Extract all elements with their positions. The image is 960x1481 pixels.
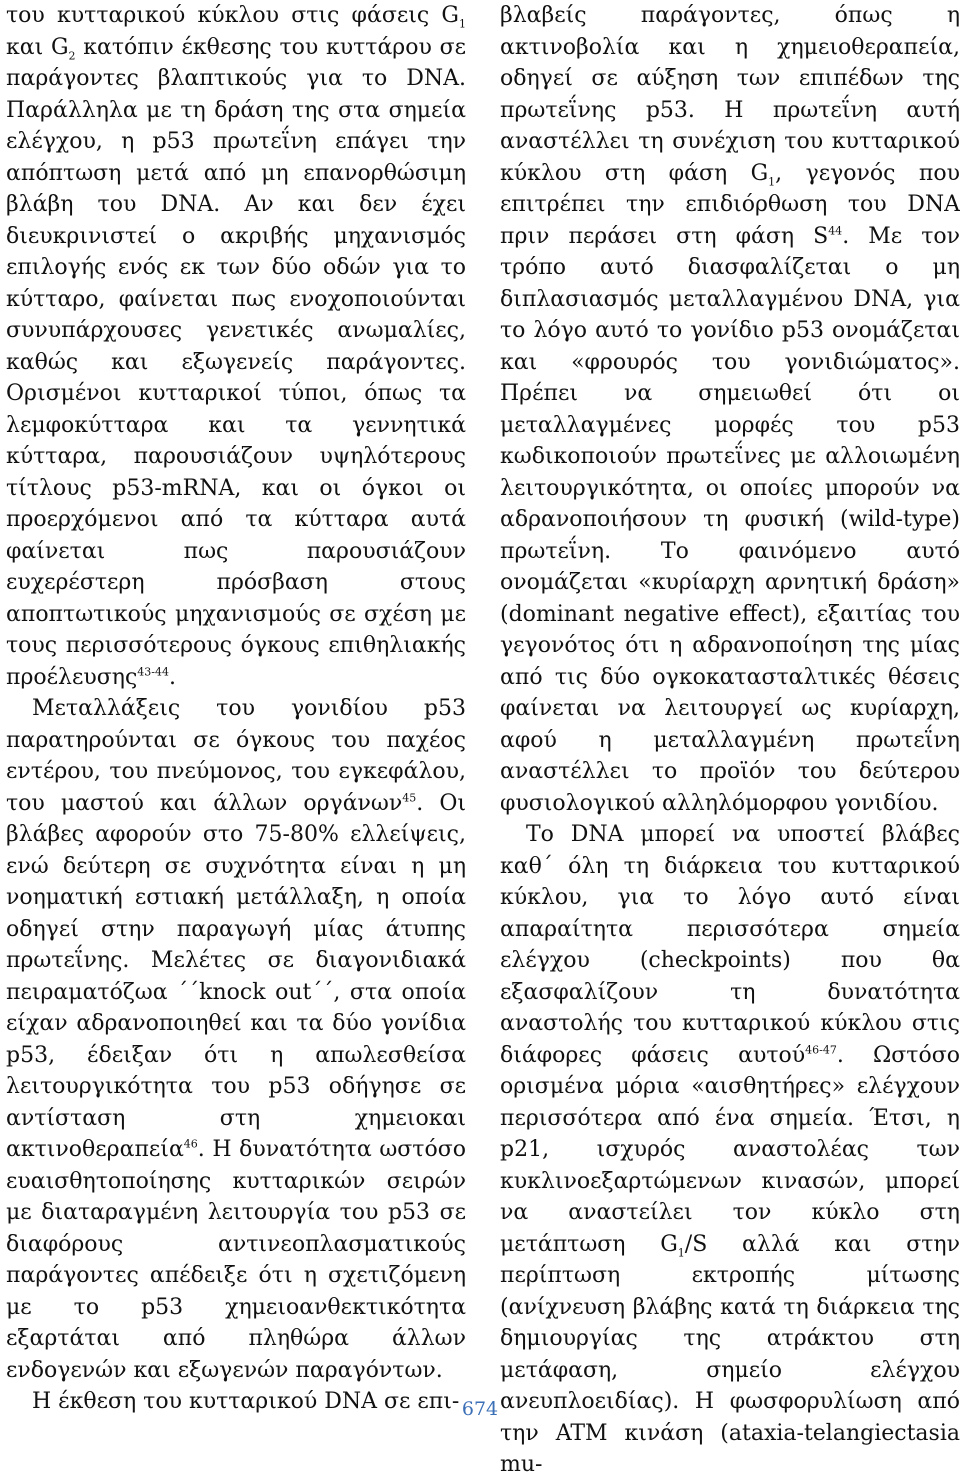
paragraph-p53-mutations <box>6 693 466 1386</box>
citation-superscript: 46 <box>183 1137 198 1151</box>
text-run: , γεγονός που επιτρέπει την επιδιόρθωση του DNA πριν περάσει στη φάση S <box>500 160 960 249</box>
citation-superscript: 44 <box>828 224 843 238</box>
citation-superscript: 43-44 <box>137 665 169 679</box>
text-run: Η έκθεση του κυτταρικού DNA σε επι- <box>32 1389 460 1414</box>
text-run: . Ωστόσο ορισμένα μόρια «αισθητήρες» ελέγχουν περισσότερα από ένα σημεία. Έτσι, η p21, ισχυρός αναστολέας των κυκλινοεξαρτώμενων κινασών, μπορεί να αναστείλει τον κύκλο στη μετάπτωση G <box>500 1042 960 1257</box>
text-run: . <box>169 664 176 690</box>
text-run: κατόπιν έκθεσης του κυττάρου σε παράγοντες βλαπτικούς για το DNA. Παράλληλα με τη δράση της στα σημεία ελέγχου, η p53 πρωτεΐνη επάγει την απόπτωση μετά από μη επανορθώσιμη βλάβη του DNA. Αν και δεν έχει διευκρινιστεί ο ακριβής μηχανισμός επιλογής ενός εκ των δύο οδών για το κύτταρο, φαίνεται πως ενοχοποιούνται συνυπάρχουσες γενετικές ανωμαλίες, καθώς και εξωγενείς παράγοντες. Ορισμένοι κυτταρικοί τύποι, όπως τα λεμφοκύτταρα και τα γεννητικά κύτταρα, παρουσιάζουν υψηλότερους τίτλους p53-mRNA, και οι όγκοι οι προερχόμενοι από τα κύτταρα αυτά φαίνεται πως παρουσιάζουν ευχερέστερη πρόσβαση στους αποπτωτικούς μηχανισμούς σε σχέση με τους περισσότερους όγκους επιθηλιακής προέλευσης <box>6 34 466 690</box>
page-number: 674 <box>461 1398 499 1420</box>
text-run: /S αλλά και στην περίπτωση εκτροπής μίτωσης (ανίχνευση βλάβης κατά τη διάρκεια της δημιουργίας της ατράκτου στη μετάφαση, σημείο ελέγχου ανευπλοειδίας). Η φωσφορυλίωση από την ATM κινάση (ataxia-telangiectasia mu- <box>500 1231 960 1477</box>
text-run: . Με τον τρόπο αυτό διασφαλίζεται ο μη διπλασιασμός μεταλλαγμένου DNA, για το λόγο αυτό το γονίδιο p53 ονομάζεται και «φρουρός του γονιδιώματος». Πρέπει να σημειωθεί ότι οι μεταλλαγμένες μορφές του p53 κωδικοποιούν πρωτεΐνες με αλλοιωμένη λειτουργικότητα, οι οποίες μπορούν να αδρανοποιήσουν τη φυσική (wild-type) πρωτεΐνη. Το φαινόμενο αυτό ονομάζεται «κυρίαρχη αρνητική δράση» (dominant negative effect), εξαιτίας του γεγονότος ότι η αδρανοποίηση της μίας από τις δύο ογκοκατασταλτικές θέσεις φαίνεται να λειτουργεί ως κυρίαρχη, αφού η μεταλλαγμένη πρωτεΐνη αναστέλλει το προϊόν του δεύτερου φυσιολογικού αλληλόμορφου γονιδίου. <box>500 223 960 816</box>
citation-superscript: 45 <box>402 791 417 805</box>
left-column <box>6 0 466 1418</box>
text-run: Μεταλλάξεις του γονιδίου p53 παρατηρούνται σε όγκους του παχέος εντέρου, του πνεύμονος, του εγκεφάλου, του μαστού και άλλων οργάνων <box>6 696 466 816</box>
subscript: 2 <box>68 48 76 62</box>
right-column <box>500 0 960 1481</box>
text-run: και G <box>6 34 69 60</box>
subscript: 1 <box>768 174 776 188</box>
paragraph-checkpoints <box>500 819 960 1481</box>
subscript: 1 <box>459 17 466 31</box>
text-run: Το DNA μπορεί να υποστεί βλάβες καθ΄ όλη τη διάρκεια του κυτταρικού κύκλου, για το λόγο αυτό είναι απαραίτητα περισσότερα σημεία ελέγχου (checkpoints) που θα εξασφαλίζουν τη δυνατότητα αναστολής του κυτταρικού κύκλου στις διάφορες φάσεις αυτού <box>500 822 960 1068</box>
paragraph-cell-cycle-apoptosis <box>6 0 466 693</box>
text-run: . Η δυνατότητα ωστόσο ευαισθητοποίησης κυτταρικών σειρών με διαταραγμένη λειτουργία του p53 σε διαφόρους αντινεοπλασματικούς παράγοντες απέδειξε ότι η σχετιζόμενη με το p53 χημειοανθεκτικότητα εξαρτάται από πληθώρα άλλων ενδογενών και εξωγενών παραγόντων. <box>6 1137 466 1383</box>
citation-superscript: 46-47 <box>805 1043 837 1057</box>
text-run: . Οι βλάβες αφορούν στο 75-80% ελλείψεις, ενώ δεύτερη σε συχνότητα είναι η μη νοηματική εστιακή μετάλλαξη, η οποία οδηγεί στην παραγωγή μίας άτυπης πρωτεΐνης. Μελέτες σε διαγονιδιακά πειραματόζωα ΄΄knock out΄΄, στα οποία είχαν αδρανοποιηθεί και τα δύο γονίδια p53, έδειξαν ότι η απωλεσθείσα λειτουργικότητα του p53 οδήγησε σε αντίσταση στη χημειοκαι ακτινοθεραπεία <box>6 790 466 1162</box>
text-run: βλαβείς παράγοντες, όπως η ακτινοβολία και η χημειοθεραπεία, οδηγεί σε αύξηση των επιπέδων της πρωτεΐνης p53. Η πρωτεΐνη αυτή αναστέλλει τη συνέχιση του κυτταρικού κύκλου στη φάση G <box>500 3 960 186</box>
paragraph-p53-guardian <box>500 0 960 819</box>
subscript: 1 <box>677 1245 685 1259</box>
text-run: του κυτταρικού κύκλου στις φάσεις G <box>6 3 459 28</box>
